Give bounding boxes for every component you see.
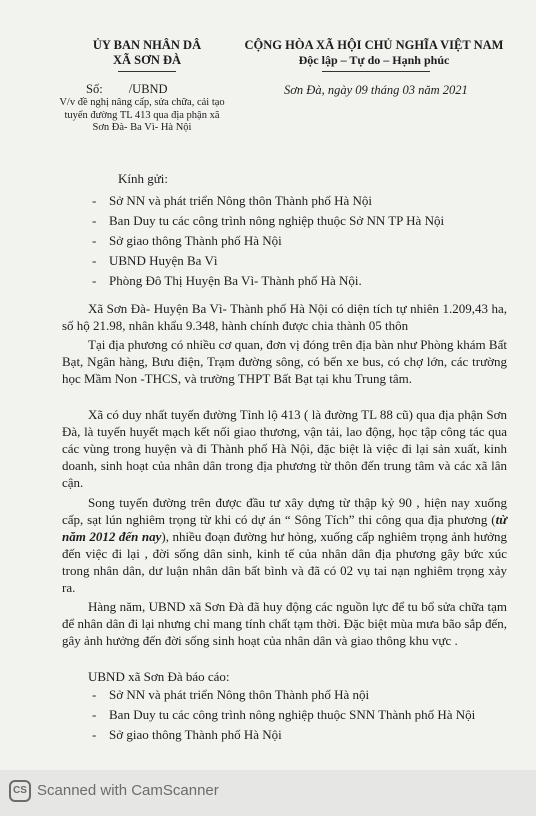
paragraph-text: UBND xã Sơn Đà báo cáo: bbox=[88, 669, 230, 684]
paragraph-emphasis: từ năm 2012 đến nay bbox=[62, 512, 507, 544]
recipient-item: - Phòng Đô Thị Huyện Ba Vì- Thành phố Hà Nội. bbox=[92, 273, 362, 288]
paragraph-report bbox=[62, 668, 507, 685]
report-item-label: Sở giao thông Thành phố Hà Nội bbox=[109, 727, 282, 742]
national-header bbox=[224, 38, 524, 68]
recipient-label: Sở NN và phát triển Nông thôn Thành phố Hà Nội bbox=[109, 193, 372, 208]
report-item-label: Ban Duy tu các công trình nông nghiệp thuộc SNN Thành phố Hà Nội bbox=[109, 707, 476, 722]
recipient-item: - Sở giao thông Thành phố Hà Nội bbox=[92, 233, 282, 248]
paragraph-text: Xã Sơn Đà- Huyện Ba Vì- Thành phố Hà Nội có diện tích tự nhiên 1.209,43 ha, số hộ 21.98, nhân khẩu 9.348, hành chính được chia thành 05 thôn bbox=[62, 301, 507, 333]
paragraph-text: Hàng năm, UBND xã Sơn Đà đã huy động các nguồn lực để tu bổ sửa chữa tạm để nhân dân đi lại nhưng chỉ mang tính chất tạm thời. Đặc biệt mùa mưa bão sắp đến, gây ảnh hưởng đến đời sống sinh hoạt của nhân dân và giao thông khu vực . bbox=[62, 599, 507, 648]
doc-number-label: Số: bbox=[86, 82, 103, 96]
org-line-1: ỦY BAN NHÂN DÂ bbox=[92, 38, 202, 52]
paragraph-facilities bbox=[62, 336, 507, 387]
recipient-item: - Ban Duy tu các công trình nông nghiệp thuộc Sở NN TP Hà Nội bbox=[92, 213, 445, 228]
doc-number-suffix: /UBND bbox=[128, 82, 168, 96]
nation-title: CỘNG HÒA XÃ HỘI CHỦ NGHĨA VIỆT NAM bbox=[244, 38, 504, 52]
recipient-label: Phòng Đô Thị Huyện Ba Vì- Thành phố Hà Nội. bbox=[109, 273, 362, 288]
report-item: - Sở NN và phát triển Nông thôn Thành phố Hà nội bbox=[92, 687, 370, 702]
paragraph-damage bbox=[62, 494, 507, 596]
report-item-label: Sở NN và phát triển Nông thôn Thành phố Hà nội bbox=[109, 687, 370, 702]
recipient-label: Ban Duy tu các công trình nông nghiệp thuộc Sở NN TP Hà Nội bbox=[109, 213, 445, 228]
org-line-2: XÃ SƠN ĐÀ bbox=[112, 53, 182, 67]
camscanner-logo-icon: CS bbox=[9, 780, 31, 802]
org-underline bbox=[118, 71, 176, 72]
paragraph-road bbox=[62, 406, 507, 491]
document-date: Sơn Đà, ngày 09 tháng 03 năm 2021 bbox=[284, 83, 468, 97]
paragraph-repairs bbox=[62, 598, 507, 649]
recipient-item: - UBND Huyện Ba Vì bbox=[92, 253, 218, 268]
issuing-organization bbox=[62, 38, 232, 68]
paragraph-intro bbox=[62, 300, 507, 334]
national-motto: Độc lập – Tự do – Hạnh phúc bbox=[298, 53, 450, 67]
scanner-watermark: Scanned with CamScanner bbox=[37, 782, 219, 799]
motto-underline bbox=[322, 71, 430, 72]
paragraph-text: Tại địa phương có nhiều cơ quan, đơn vị đóng trên địa bàn như Phòng khám Bất Bạt, Ngân hàng, Bưu điện, Trạm đường sông, có bến xe bus, có chợ lớn, các trường học Mầm Non -THCS, và trường THPT Bất Bạt tại khu Trung tâm. bbox=[62, 337, 507, 386]
paragraph-text: ), nhiều đoạn đường hư hỏng, xuống cấp nghiêm trọng ảnh hưởng đến việc đi lại , đời sống dân sinh, kinh tế của nhân dân địa phương gây bức xúc trong nhân dân, dư luận nhân dân bất bình và đã có 02 vụ tai nạn nghiêm trọng xảy ra. bbox=[62, 529, 507, 595]
recipient-label: Sở giao thông Thành phố Hà Nội bbox=[109, 233, 282, 248]
report-item: - Sở giao thông Thành phố Hà Nội bbox=[92, 727, 282, 742]
recipient-item: - Sở NN và phát triển Nông thôn Thành phố Hà Nội bbox=[92, 193, 372, 208]
document-subject: V/v đề nghị nâng cấp, sửa chữa, cải tạo tuyến đường TL 413 qua địa phận xã Sơn Đà- Ba Vì- Hà Nội bbox=[59, 97, 225, 133]
paragraph-text: Xã có duy nhất tuyến đường Tỉnh lộ 413 ( là đường TL 88 cũ) qua địa phận Sơn Đà, là tuyến huyết mạch kết nối giao thương, vận tải, lao động, học tập công tác qua các vùng trong huyện và đi Thành phố Hà Nội, đặc biệt là việc đi lại sản xuất, kinh doanh, sinh hoạt của nhân dân trong địa phương từ thôn đến trung tâm và các xã lân cận. bbox=[62, 407, 507, 490]
paragraph-text: Song tuyến đường trên được đầu tư xây dựng từ thập kỷ 90 , hiện nay xuống cấp, sạt lún nghiêm trọng từ khi có dự án “ Sông Tích” thi công qua địa phương ( bbox=[62, 495, 507, 527]
document-number bbox=[86, 82, 168, 97]
report-item: - Ban Duy tu các công trình nông nghiệp thuộc SNN Thành phố Hà Nội bbox=[92, 707, 476, 722]
salutation: Kính gửi: bbox=[118, 171, 169, 186]
recipient-label: UBND Huyện Ba Vì bbox=[109, 253, 218, 268]
scanner-footer bbox=[0, 770, 536, 816]
